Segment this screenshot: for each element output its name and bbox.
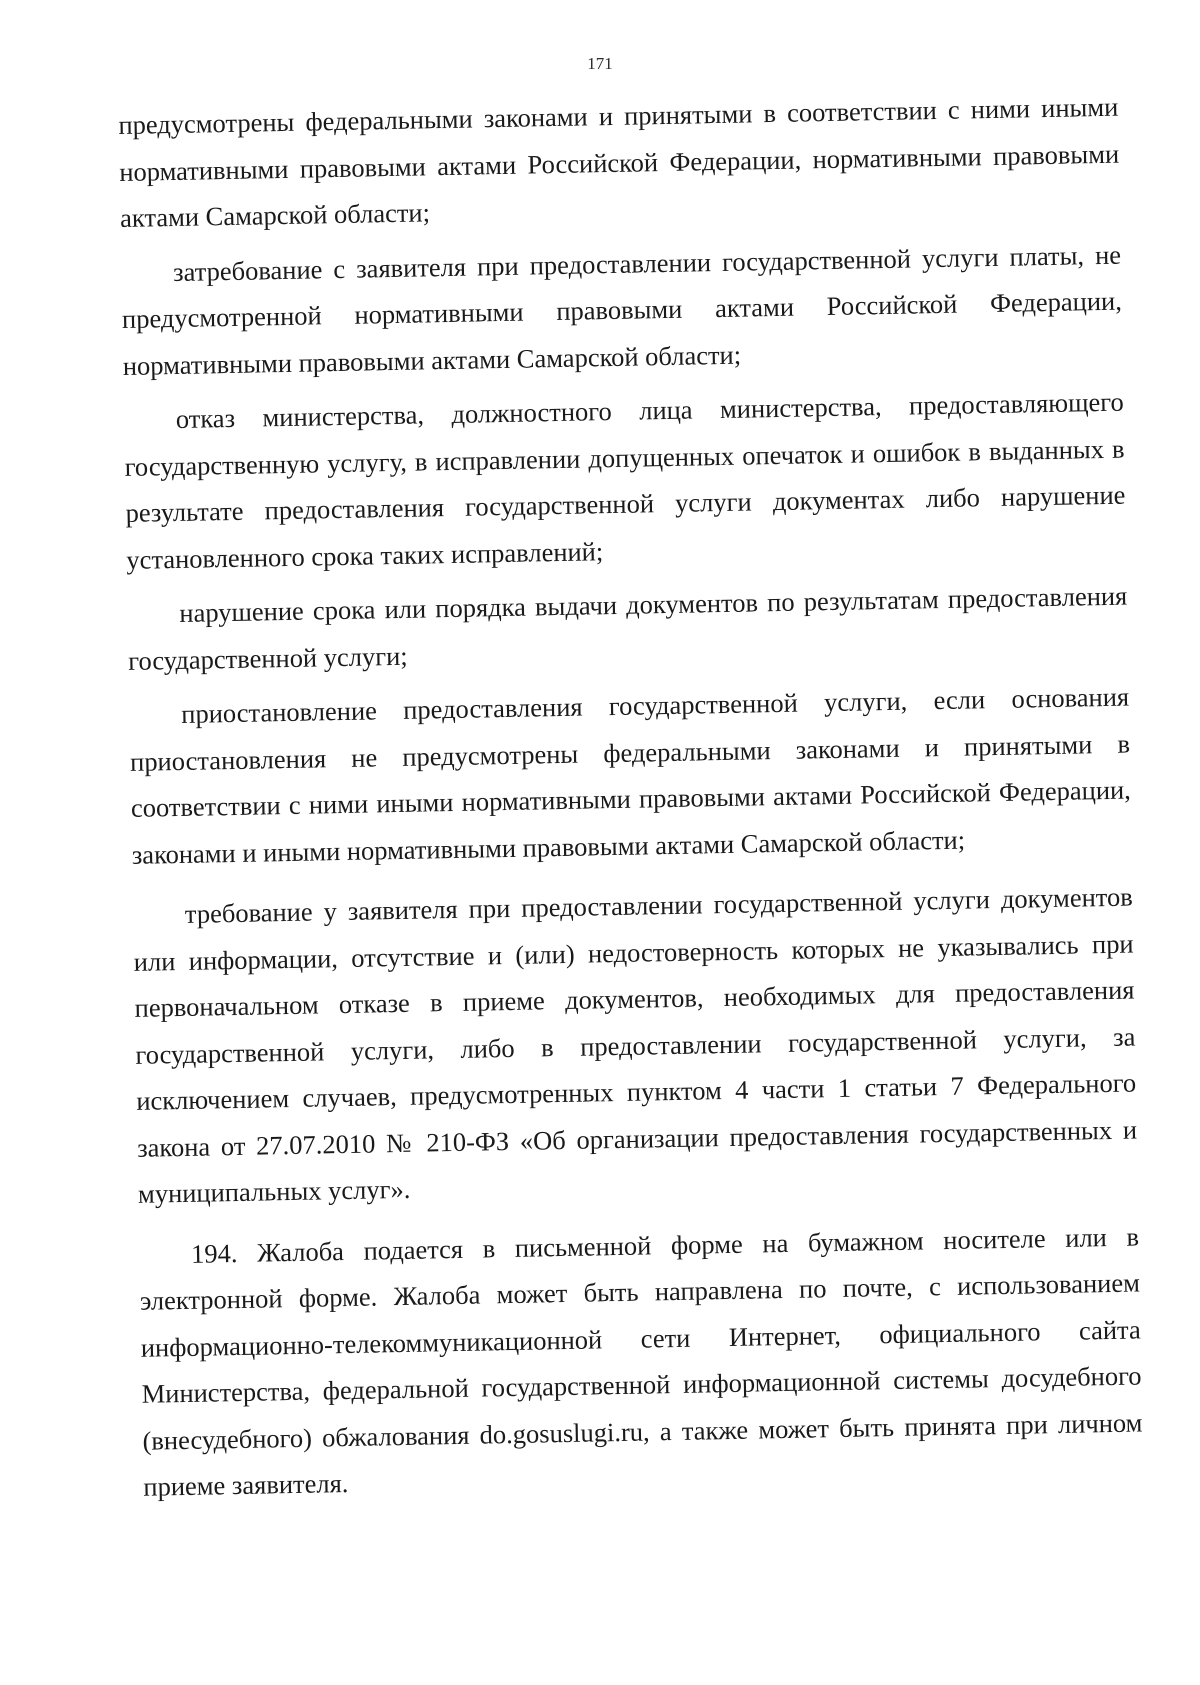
paragraph: затребование с заявителя при предоставлении государственной услуги платы, не предусмотренной нормативными правовыми актами Российской Федерации, нормативными правовыми актами Самарской области;: [121, 239, 1123, 381]
page-number: 171: [587, 54, 613, 73]
paragraph: 194. Жалоба подается в письменной форме на бумажном носителе или в электронной форме. Жалоба может быть направлена по почте, с использованием информационно-телекоммуникационной сети Интернет, официального сайта Министерства, федеральной государственной информационной системы досудебного (внесудебного) обжалования do.gosuslugi.ru, а также может быть принята при личном приеме заявителя.: [139, 1220, 1143, 1502]
paragraph: предусмотрены федеральными законами и принятыми в соответствии с ними иными нормативными правовыми актами Российской Федерации, нормативными правовыми актами Самарской области;: [118, 91, 1120, 233]
paragraph: требование у заявителя при предоставлении государственной услуги документов или информации, отсутствие и (или) недостоверность которых не указывались при первоначальном отказе в приеме документов, необходимых для предоставления государственной услуги, либо в предоставлении государственной услуги, за исключением случаев, предусмотренных пунктом 4 части 1 статьи 7 Федерального закона от 27.07.2010 № 210-ФЗ «Об организации предоставления государственных и муниципальных услуг».: [133, 881, 1138, 1209]
document-body: [118, 84, 1144, 1519]
paragraph: нарушение срока или порядка выдачи документов по результатам предоставления государственной услуги;: [127, 580, 1128, 676]
paragraph: приостановление предоставления государственной услуги, если основания приостановления не предусмотрены федеральными законами и принятыми в соответствии с ними иными нормативными правовыми актами Российской Федерации, законами и иными нормативными правовыми актами Самарской области;: [129, 681, 1132, 870]
paragraph: отказ министерства, должностного лица министерства, предоставляющего государственную услугу, в исправлении допущенных опечаток и ошибок в выданных в результате предоставления государственной услуги документах либо нарушение установленного срока таких исправлений;: [124, 386, 1126, 575]
